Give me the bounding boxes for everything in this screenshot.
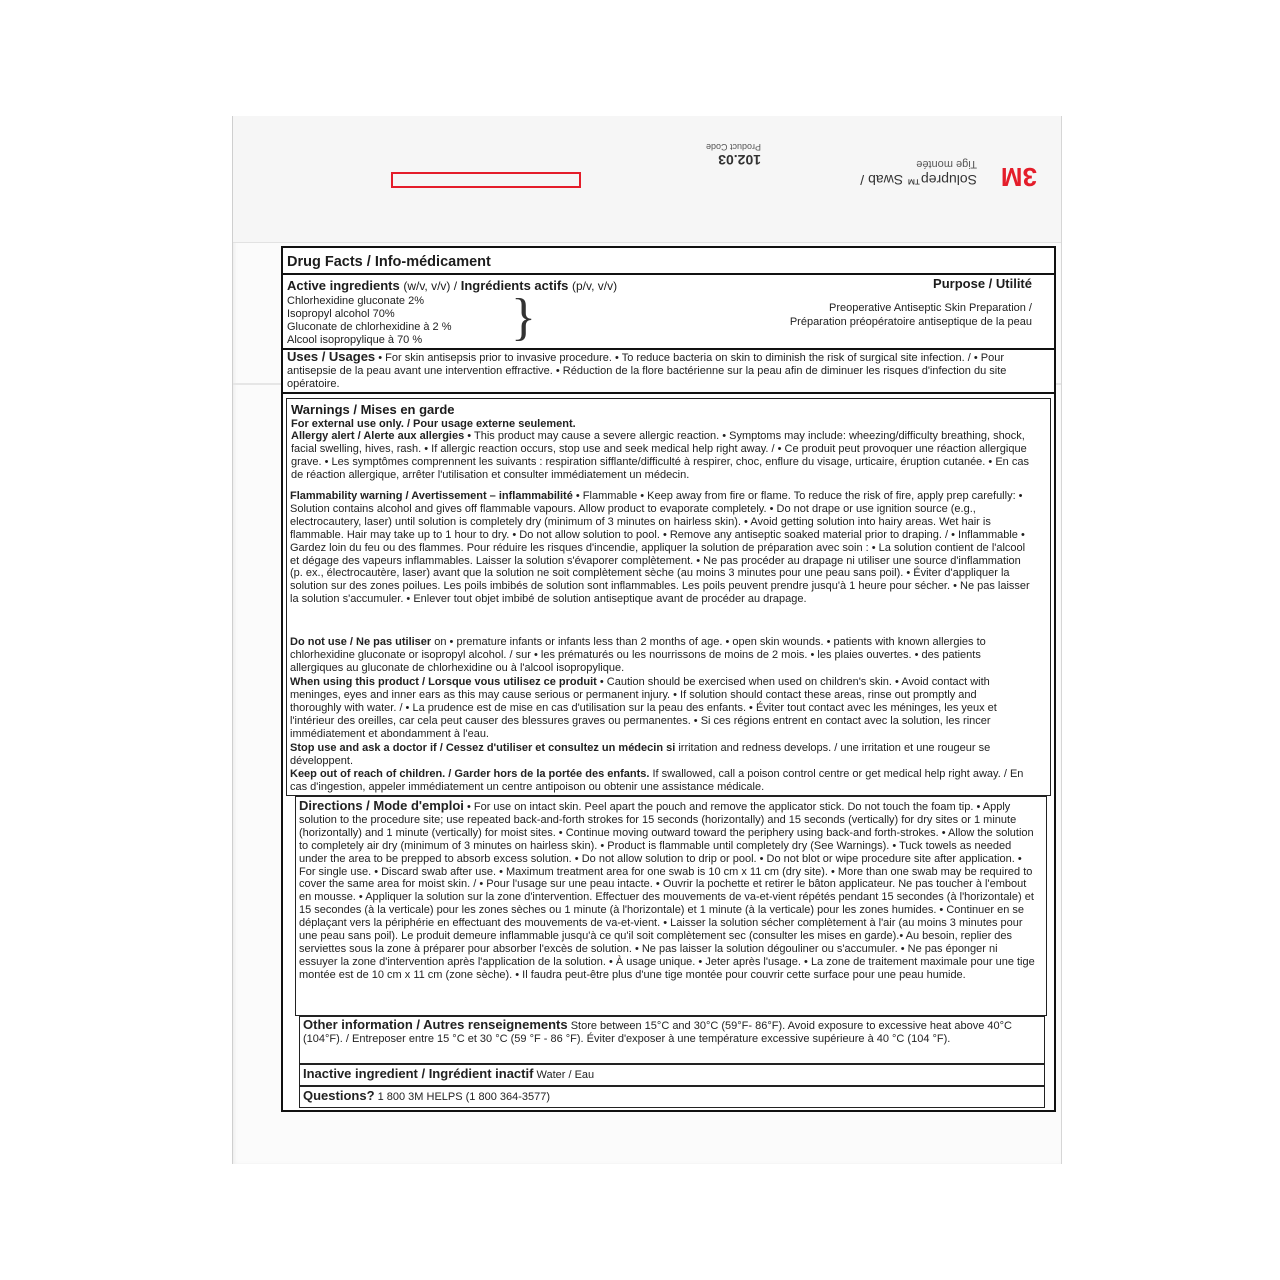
questions-heading: Questions? [303,1088,375,1103]
active-heading-units: (w/v, v/v) / [403,279,458,293]
other-info-section [303,1019,1037,1046]
box-back-panel [232,116,1062,1164]
directions-section [299,800,1037,982]
active-item: Gluconate de chlorhexidine à 2 % [287,321,452,333]
do-not-use-heading: Do not use / Ne pas utiliser [290,636,432,648]
purpose-line: Préparation préopératoire antiseptique de la peau [789,316,1032,328]
allergy-alert [291,430,1035,482]
red-label-band [391,172,581,188]
warnings-inner [290,490,1045,793]
keep-heading: Keep out of reach of children. / Garder hors de la portée des enfants. [290,768,650,780]
active-heading-fr-units: (p/v, v/v) [572,279,618,293]
lot-number: 102.03 [718,152,761,168]
other-info-heading: Other information / Autres renseignements [303,1017,568,1032]
when-using-heading: When using this product / Lorsque vous utilisez ce produit [290,676,597,688]
section-rule [283,348,1054,350]
when-using [290,676,1030,741]
purpose-line: Preoperative Antiseptic Skin Preparation / [828,302,1032,314]
stop-use [290,742,1030,768]
keep-text: If swallowed, call a poison control centre or get medical help right away. / En cas d'ingestion, appeler immédiatement un centre antipoison ou obtenir une assistance médicale. [290,768,1024,793]
allergy-text: • This product may cause a severe allergic reaction. • Symptoms may include: wheezing/difficulty breathing, shock, facial swelling, hives, rash. • If allergic reaction occurs, stop use and seek medical help right away. / • Ce produit peut provoquer une réaction allergique grave. • Les symptômes comprennent les suivants : respiration sifflante/difficulté à respirer, choc, enflure du visage, urticaire, éruption cutanée. • En cas de réaction allergique, arrêter l'utilisation et consulter immédiatement un médecin. [291,430,1029,481]
section-rule [283,392,1054,394]
other-info-box [299,1016,1045,1064]
product-name-fr: Tige montée [916,158,977,170]
product-name: Soluprep™ Swab / [860,172,977,188]
box-top-flap [233,116,1061,243]
active-heading: Active ingredients [287,278,400,293]
directions-text: • For use on intact skin. Peel apart the pouch and remove the applicator stick. Do not touch the foam tip. • Apply solution to the procedure site; use repeated back-and-forth strokes for 15 seconds (horizontally) and 15 seconds (vertically) for dry sites or 1 minute (horizontally) and 1 minute (vertically) for moist sites. • Continue moving outward toward the periphery using back-and forth-strokes. • Allow the solution to completely air dry (minimum of 3 minutes on hairless skin). • Product is flammable until completely dry (See Warnings). • Tuck towels as needed under the area to be prepped to absorb excess solution. • Do not allow solution to drip or pool. • Do not blot or wipe procedure site after application. • For single use. • Discard swab after use. • Maximum treatment area for one swab is 10 cm x 11 cm (dry site). • More than one swab may be required to cover the same area for moist skin. / • Pour l'usage sur une peau intacte. • Ouvrir la pochette et retirer le bâton applicateur. Ne pas toucher à l'embout en mousse. • Appliquer la solution sur la zone d'intervention. Effectuer des mouvements de va-et-vient répétés pendant 15 secondes (à l'horizontale) et 15 secondes (à la verticale) pour les zones sèches ou 1 minute (à l'horizontale) et 1 minute (à la verticale) pour les zones humides. • Continuer en se déplaçant vers la périphérie en effectuant des mouvements de va-et-vient. • Laisser la solution sécher complètement à l'air (au moins 3 minutes pour une peau sans poil). Le produit demeure inflammable jusqu'à ce qu'il soit complètement sec (consulter les mises en garde).• Au besoin, replier des serviettes sous la zone à préparer pour absorber l'excès de solution. • Ne pas laisser la solution dégouliner ou s'accumuler. • Ne pas éponger ni essuyer la zone d'intervention après l'application de la solution. • À usage unique. • Jeter après l'usage. • La zone de traitement maximale pour une tige montée est de 10 cm x 11 cm (zone sèche). • Il faudra peut-être plus d'une tige montée pour couvrir cette surface pour une peau humide. [299,801,1035,981]
brand-logo: 3M [1000,162,1037,192]
upside-down-print [233,116,1061,242]
warnings-heading: Warnings / Mises en garde [291,402,455,417]
questions-section [303,1090,1037,1104]
questions-box [299,1086,1045,1108]
brace-symbol: } [511,289,536,346]
active-item: Alcool isopropylique à 70 % [287,334,423,346]
questions-text: 1 800 3M HELPS (1 800 364-3577) [377,1091,551,1103]
directions-heading: Directions / Mode d'emploi [299,798,464,813]
active-heading-fr: Ingrédients actifs [460,278,569,293]
other-info-text: Store between 15°C and 30°C (59°F- 86°F). Avoid exposure to excessive heat above 40°C (104°F). / Entreposer entre 15 °C et 30 °C (59 °F - 86 °F). Éviter d'exposer à une température excessive supérieure à 40 °C (104 °F). [303,1020,1012,1045]
inactive-heading: Inactive ingredient / Ingrédient inactif [303,1066,534,1081]
title-rule [283,273,1054,275]
product-code-label: Product Code [705,142,761,152]
inactive-box [299,1064,1045,1086]
active-item: Chlorhexidine gluconate 2% [287,295,424,307]
keep-out-of-reach [290,768,1030,794]
active-item: Isopropyl alcohol 70% [287,308,395,320]
uses-text: • For skin antisepsis prior to invasive procedure. • To reduce bacteria on skin to diminish the risk of surgical site infection. / • Pour antisepsie de la peau avant une intervention effractive. • Réduction de la flore bactérienne sur la peau afin de diminuer les risques d'infection du site opératoire. [287,352,1007,390]
directions-box [295,796,1047,1016]
stop-use-heading: Stop use and ask a doctor if / Cessez d'utiliser et consultez un médecin si [290,742,676,754]
do-not-use [290,636,1030,675]
flammability-heading: Flammability warning / Avertissement – inflammabilité [290,490,573,502]
when-using-text: • Caution should be exercised when used on children's skin. • Avoid contact with meninges, eyes and inner ears as this may cause serious or permanent injury. • If solution should contact these areas, rinse out promptly and thoroughly with water. / • La prudence est de mise en cas d'utilisation sur la peau des enfants. • Éviter tout contact avec les méninges, les yeux et l'intérieur des oreilles, car cela peut causer des blessures graves ou permanentes. • Si ces régions entrent en contact avec la solution, les rincer immédiatement et abondamment à l'eau. [290,676,997,740]
active-heading-line [287,278,617,293]
inactive-text: Water / Eau [536,1069,595,1081]
drug-facts-title: Drug Facts / Info-médicament [287,254,491,270]
stop-use-text: irritation and redness develops. / une irritation et une rougeur se développent. [290,742,991,767]
flammability-text: • Flammable • Keep away from fire or flame. To reduce the risk of fire, apply prep carefully: • Solution contains alcohol and gives off flammable vapours. Allow product to evaporate completely. • Do not drape or use ignition source (e.g., electrocautery, laser) until solution is completely dry (minimum of 3 minutes on hairless skin). • Avoid getting solution into hairy areas. Wet hair is flammable. Hair may take up to 1 hour to dry. • Do not allow solution to pool. • Remove any antiseptic soaked material prior to draping. / • Inflammable • Gardez loin du feu ou des flammes. Pour réduire les risques d'incendie, appliquer la solution de préparation avec soin : • La solution contient de l'alcool et dégage des vapeurs inflammables. Laisser la solution s'évaporer complètement. • Ne pas procéder au drapage ni utiliser une source d'inflammation (p. ex., électrocautère, laser) avant que la solution ne soit complètement sèche (au moins 3 minutes pour une peau sans poil). • Éviter d'appliquer la solution sur des zones poilues. Les poils imbibés de solution sont inflammables. Les poils peuvent prendre jusqu'à 1 heure pour sécher. • Ne pas laisser la solution s'accumuler. • Enlever tout objet imbibé de solution antiseptique avant de procéder au drapage. [290,490,1030,606]
external-use-line: For external use only. / Pour usage externe seulement. [291,418,576,430]
do-not-use-text: on • premature infants or infants less than 2 months of age. • open skin wounds. • patients with known allergies to chlorhexidine gluconate or isopropyl alcohol. / sur • les prématurés ou les nourrissons de moins de 2 mois. • les plaies ouvertes. • des patients allergiques au gluconate de chlorhexidine ou à l'alcool isopropylique. [290,636,986,674]
uses-section [287,351,1039,391]
flammability-warning [290,490,1030,606]
uses-heading: Uses / Usages [287,349,376,364]
inactive-section [303,1068,1037,1082]
drug-facts-label [281,246,1056,1112]
purpose-heading: Purpose / Utilité [933,276,1032,291]
allergy-heading: Allergy alert / Alerte aux allergies [291,430,465,442]
